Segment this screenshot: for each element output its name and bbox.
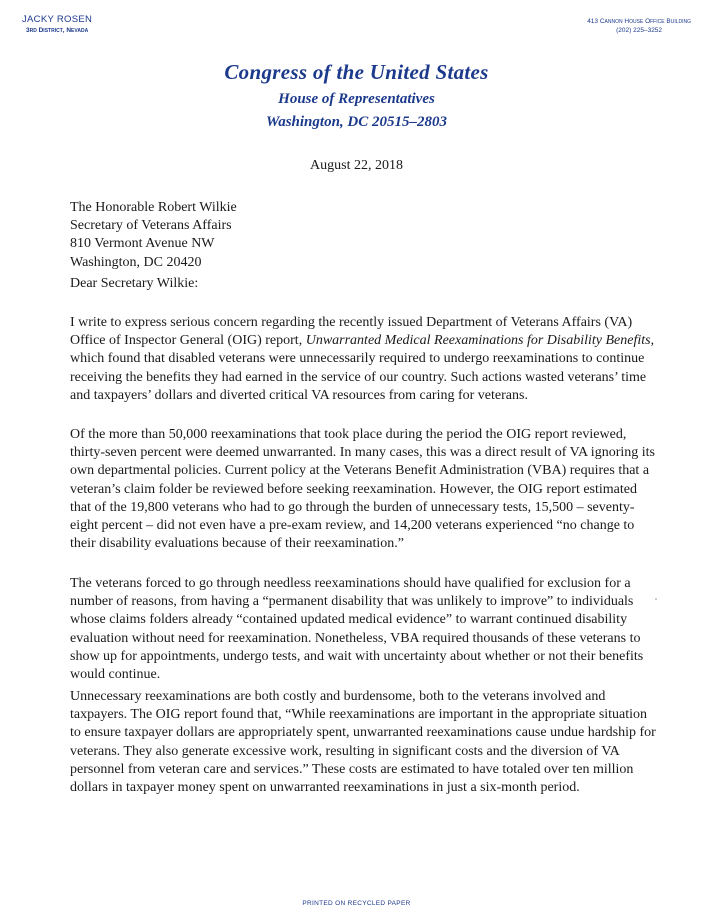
recipient-line: The Honorable Robert Wilkie <box>70 200 237 215</box>
paragraph-1-text: I write to express serious concern regarding the recently issued Department of Veterans Affairs (VA) Office of Inspector General (OIG) report, <box>70 315 633 349</box>
letter-date: August 22, 2018 <box>310 158 403 173</box>
letterhead-member-block <box>22 14 92 34</box>
report-title: Unwarranted Medical Reexaminations for Disability Benefits <box>305 333 651 349</box>
paragraph-3: The veterans forced to go through needless reexaminations should have qualified for exclusion for a number of reasons, from having a “permanent disability that was unlikely to improve” to individuals whose claims folders already “contained updated medical evidence” to warrant continued disability evaluation without need for reexamination. Nonetheless, VBA required thousands of these veterans to show up for appointments, undergo tests, and wait with uncertainty about whether or not their benefits would continue. <box>70 576 644 683</box>
paragraph-4: Unnecessary reexaminations are both costly and burdensome, both to the veterans involved and taxpayers. The OIG report found that, “While reexaminations are important in the appropriate situation to ensure taxpayer dollars are appropriately spent, unwarranted reexaminations cause undue hardship for veterans. They also generate excessive work, resulting in significant costs and the diversion of VA personnel from veteran care and services.” These costs are estimated to have totaled over ten million dollars in taxpayer money spent on unwarranted reexaminations in just a six-month period. <box>70 689 656 796</box>
member-name: JACKY ROSEN <box>22 14 93 25</box>
paragraph-2: Of the more than 50,000 reexaminations that took place during the period the OIG report reviewed, thirty-seven percent were deemed unwarranted. In many cases, this was a direct result of VA ignoring its own departmental policies. Current policy at the Veterans Benefit Administration (VBA) requires that a veteran’s claim folder be reviewed before seeking reexamination. However, the OIG report estimated that of the 19,800 veterans who had to go through the burden of unnecessary tests, 15,500 – seventy-eight percent – did not even have a pre-exam review, and 14,200 veterans experienced “no change to their disability evaluations because of their reexamination.” <box>70 427 655 552</box>
office-phone: (202) 225–3252 <box>616 26 663 34</box>
masthead-house: House of Representatives <box>278 91 435 107</box>
recipient-line: Secretary of Veterans Affairs <box>70 218 232 234</box>
masthead-congress: Congress of the United States <box>224 60 489 84</box>
scan-speck <box>655 598 657 600</box>
letterhead-office-block <box>587 18 691 35</box>
footer-recycled-note: PRINTED ON RECYCLED PAPER <box>302 900 411 907</box>
salutation: Dear Secretary Wilkie: <box>70 276 199 291</box>
recipient-line: 810 Vermont Avenue NW <box>70 236 215 252</box>
member-district: 3rd District, Nevada <box>25 27 89 34</box>
recipient-address <box>70 199 660 272</box>
paragraph-1 <box>70 314 660 405</box>
paragraph-1-text-cont: , which found that disabled veterans were unnecessarily required to undergo reexaminations to continue receiving the benefits they had earned in the service of our country. Such actions wasted veterans’ time and taxpayers’ dollars and diverted critical VA resources from caring for veterans. <box>70 333 655 403</box>
recipient-line: Washington, DC 20420 <box>70 254 202 270</box>
masthead-address: Washington, DC 20515–2803 <box>265 114 447 130</box>
office-address: 413 Cannon House Office Building <box>587 18 691 25</box>
